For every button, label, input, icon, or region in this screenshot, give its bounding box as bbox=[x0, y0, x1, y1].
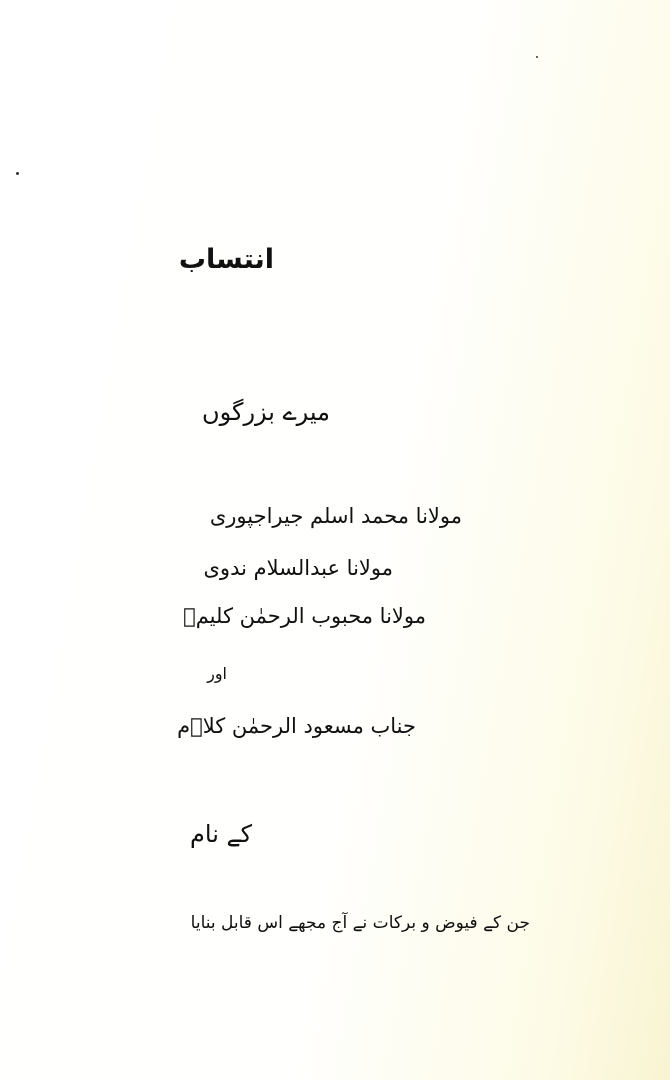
name-line-4: جناب مسعود الرحمٰن کلاؔم bbox=[177, 714, 416, 738]
paper-speck bbox=[536, 56, 538, 58]
name-line-1: مولانا محمد اسلم جیراجپوری bbox=[209, 504, 462, 528]
name-line-2: مولانا عبدالسلام ندوی bbox=[203, 556, 393, 580]
to-names-text: کے نام bbox=[190, 820, 252, 848]
name-line-3: مولانا محبوب الرحمٰن کلیمؔ bbox=[183, 604, 426, 628]
dedication-line: جن کے فیوض و برکات نے آج مجھے اس قابل بنایا bbox=[190, 913, 530, 933]
paper-speck bbox=[16, 172, 19, 175]
elders-heading: میرے بزرگوں bbox=[202, 398, 330, 426]
conjunction-text: اور bbox=[207, 664, 227, 683]
page-title: انتساب bbox=[178, 244, 274, 275]
